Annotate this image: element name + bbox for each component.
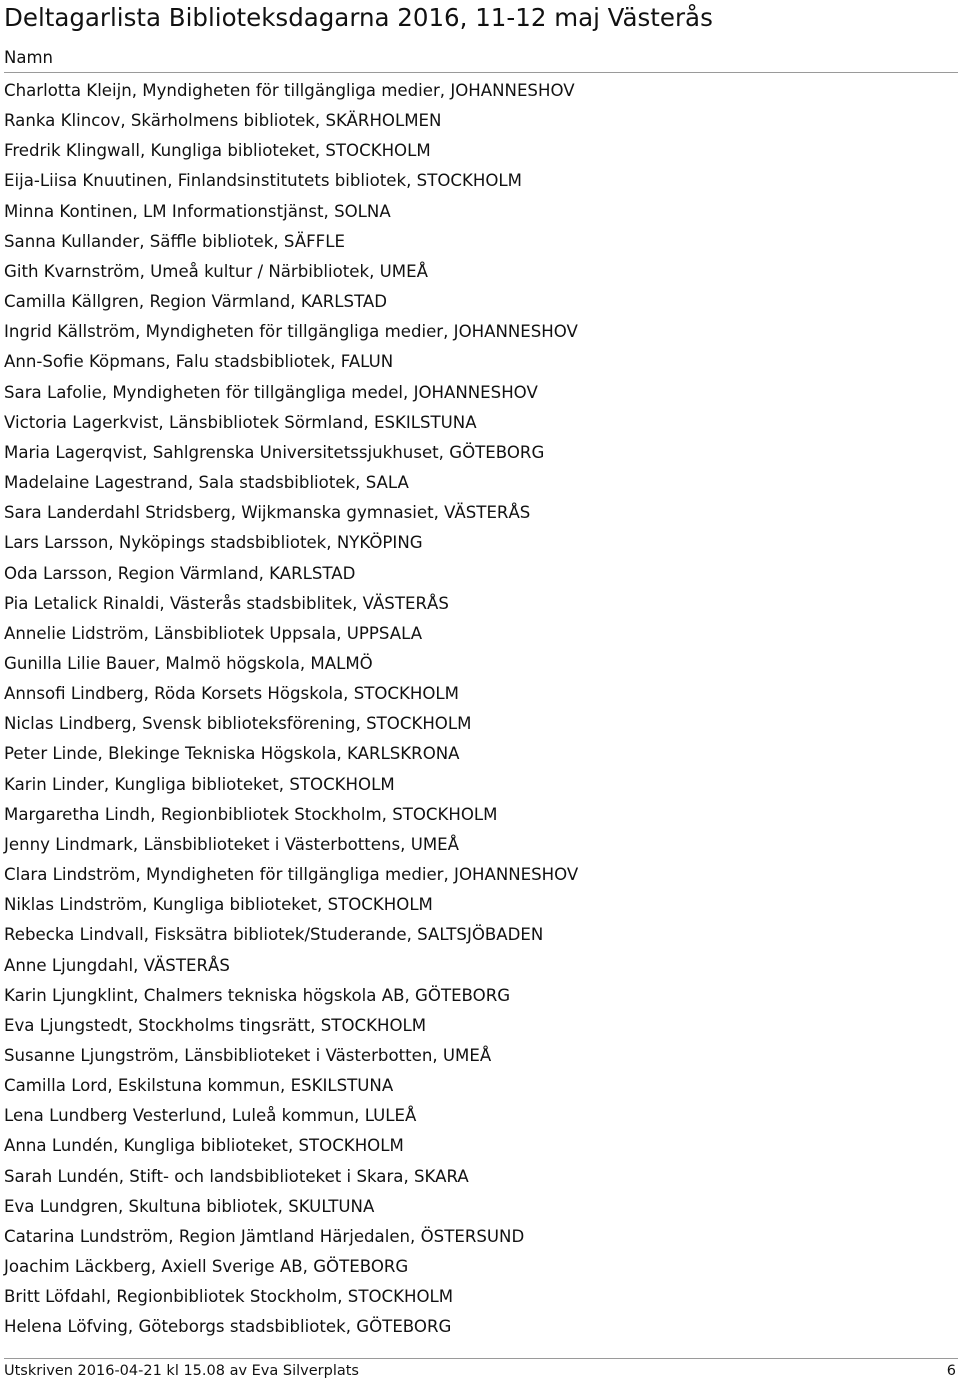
participant-entry: Niklas Lindström, Kungliga biblioteket, STOCKHOLM [4,895,433,915]
participant-entry: Camilla Lord, Eskilstuna kommun, ESKILSTUNA [4,1076,394,1096]
print-info: Utskriven 2016-04-21 kl 15.08 av Eva Silverplats [4,1363,359,1379]
participant-entry: Ann-Sofie Köpmans, Falu stadsbibliotek, FALUN [4,352,394,372]
participant-entry: Anna Lundén, Kungliga biblioteket, STOCKHOLM [4,1136,404,1156]
participant-entry: Margaretha Lindh, Regionbibliotek Stockholm, STOCKHOLM [4,804,498,824]
participant-entry: Eva Ljungstedt, Stockholms tingsrätt, STOCKHOLM [4,1015,427,1035]
page-number: 6 [946,1363,956,1379]
participant-entry: Lars Larsson, Nyköpings stadsbibliotek, NYKÖPING [4,533,423,553]
participant-entry: Rebecka Lindvall, Fisksätra bibliotek/Studerande, SALTSJÖBADEN [4,925,544,945]
page-footer [4,1358,958,1379]
document-title: Deltagarlista Biblioteksdagarna 2016, 11-12 maj Västerås [4,3,713,32]
participant-entry: Annelie Lidström, Länsbibliotek Uppsala, UPPSALA [4,623,423,643]
participant-entry: Sara Landerdahl Stridsberg, Wijkmanska gymnasiet, VÄSTERÅS [4,503,531,523]
participant-entry: Sanna Kullander, Säffle bibliotek, SÄFFLE [4,231,345,251]
column-header-name: Namn [4,48,958,73]
participant-entry: Eva Lundgren, Skultuna bibliotek, SKULTUNA [4,1196,375,1216]
participant-entry: Anne Ljungdahl, VÄSTERÅS [4,955,230,975]
participant-entry: Annsofi Lindberg, Röda Korsets Högskola, STOCKHOLM [4,684,459,704]
participant-entry: Madelaine Lagestrand, Sala stadsbibliotek, SALA [4,473,409,493]
participant-entry: Sarah Lundén, Stift- och landsbiblioteket i Skara, SKARA [4,1166,469,1186]
participant-entry: Minna Kontinen, LM Informationstjänst, SOLNA [4,201,391,221]
participant-entry: Jenny Lindmark, Länsbiblioteket i Västerbottens, UMEÅ [4,834,460,854]
participant-entry: Gith Kvarnström, Umeå kultur / Närbibliotek, UMEÅ [4,261,428,281]
participant-entry: Helena Löfving, Göteborgs stadsbibliotek, GÖTEBORG [4,1317,452,1337]
participant-entry: Maria Lagerqvist, Sahlgrenska Universitetssjukhuset, GÖTEBORG [4,442,545,462]
participant-entry: Britt Löfdahl, Regionbibliotek Stockholm, STOCKHOLM [4,1287,454,1307]
participant-entry: Catarina Lundström, Region Jämtland Härjedalen, ÖSTERSUND [4,1226,525,1246]
participant-entry: Charlotta Kleijn, Myndigheten för tillgängliga medier, JOHANNESHOV [4,81,575,100]
participant-entry: Lena Lundberg Vesterlund, Luleå kommun, LULEÅ [4,1106,417,1126]
participant-entry: Victoria Lagerkvist, Länsbibliotek Sörmland, ESKILSTUNA [4,412,477,432]
participant-entry: Sara Lafolie, Myndigheten för tillgängliga medel, JOHANNESHOV [4,382,538,402]
participant-entry: Pia Letalick Rinaldi, Västerås stadsbiblitek, VÄSTERÅS [4,593,449,613]
participant-entry: Camilla Källgren, Region Värmland, KARLSTAD [4,292,388,312]
participant-entry: Fredrik Klingwall, Kungliga biblioteket, STOCKHOLM [4,141,431,161]
participant-list [4,78,958,1345]
participant-entry: Ingrid Källström, Myndigheten för tillgängliga medier, JOHANNESHOV [4,322,578,342]
participant-entry: Susanne Ljungström, Länsbiblioteket i Västerbotten, UMEÅ [4,1046,492,1065]
participant-entry: Eija-Liisa Knuutinen, Finlandsinstitutets bibliotek, STOCKHOLM [4,171,522,191]
participant-entry: Niclas Lindberg, Svensk biblioteksförening, STOCKHOLM [4,714,472,734]
participant-entry: Clara Lindström, Myndigheten för tillgängliga medier, JOHANNESHOV [4,865,579,885]
participant-entry: Karin Ljungklint, Chalmers tekniska högskola AB, GÖTEBORG [4,985,511,1005]
participant-entry: Ranka Klincov, Skärholmens bibliotek, SKÄRHOLMEN [4,111,442,131]
participant-entry: Karin Linder, Kungliga biblioteket, STOCKHOLM [4,774,395,794]
participant-entry: Joachim Läckberg, Axiell Sverige AB, GÖTEBORG [4,1257,409,1277]
participant-entry: Gunilla Lilie Bauer, Malmö högskola, MALMÖ [4,653,373,673]
participant-entry: Peter Linde, Blekinge Tekniska Högskola, KARLSKRONA [4,744,460,764]
participant-entry: Oda Larsson, Region Värmland, KARLSTAD [4,563,356,583]
